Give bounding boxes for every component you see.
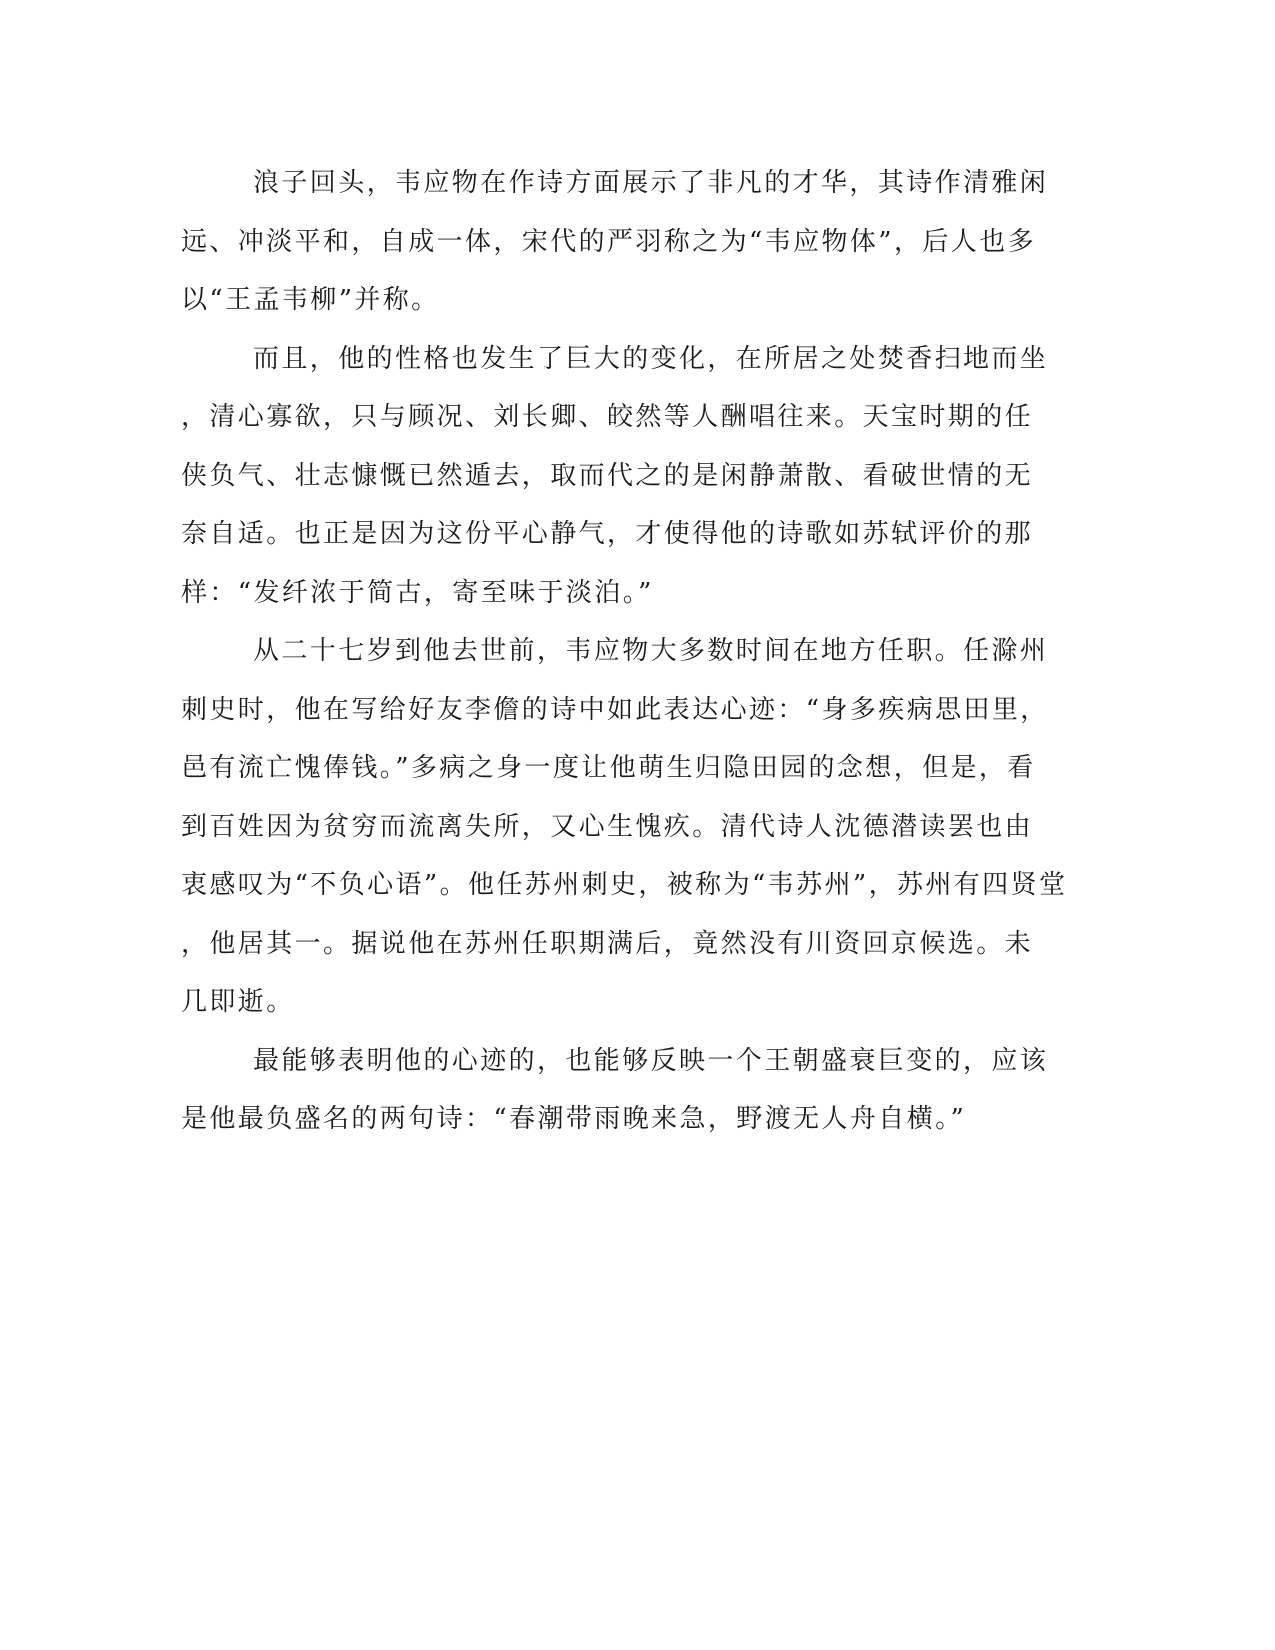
text-line: 衷感叹为“不负心语”。他任苏州刺史，被称为“韦苏州”，苏州有四贤堂 bbox=[181, 870, 1068, 900]
paragraph bbox=[181, 1032, 1049, 1149]
paragraph bbox=[181, 622, 1068, 1032]
text-line: 浪子回头，韦应物在作诗方面展示了非凡的才华，其诗作清雅闲 bbox=[253, 168, 1049, 198]
text-line: 从二十七岁到他去世前，韦应物大多数时间在地方任职。任滁州 bbox=[253, 636, 1049, 666]
text-line: 邑有流亡愧俸钱。”多病之身一度让他萌生归隐田园的念想，但是，看 bbox=[181, 753, 1036, 783]
text-line: 远、冲淡平和，自成一体，宋代的严羽称之为“韦应物体”，后人也多 bbox=[181, 226, 1036, 257]
document-body bbox=[181, 154, 1068, 1149]
text-line: 而且，他的性格也发生了巨大的变化，在所居之处焚香扫地而坐 bbox=[253, 343, 1049, 374]
text-line: 以“王孟韦柳”并称。 bbox=[181, 285, 440, 315]
text-line: 最能够表明他的心迹的，也能够反映一个王朝盛衰巨变的，应该 bbox=[253, 1045, 1049, 1076]
text-line: 样：“发纤浓于简古，寄至味于淡泊。” bbox=[181, 577, 654, 608]
text-line: ，清心寡欲，只与顾况、刘长卿、皎然等人酬唱往来。天宝时期的任 bbox=[181, 402, 1034, 432]
text-line: 侠负气、壮志慷慨已然遁去，取而代之的是闲静萧散、看破世情的无 bbox=[181, 460, 1034, 491]
paragraph bbox=[181, 330, 1049, 623]
text-line: 奈自适。也正是因为这份平心静气，才使得他的诗歌如苏轼评价的那 bbox=[181, 519, 1034, 549]
paragraph bbox=[181, 154, 1049, 330]
text-line: 几即逝。 bbox=[181, 987, 295, 1017]
text-line: 到百姓因为贫穷而流离失所，又心生愧疚。清代诗人沈德潜读罢也由 bbox=[181, 811, 1034, 842]
text-line: ，他居其一。据说他在苏州任职期满后，竟然没有川资回京候选。未 bbox=[181, 928, 1034, 959]
text-line: 刺史时，他在写给好友李儋的诗中如此表达心迹：“身多疾病思田里， bbox=[181, 694, 1049, 725]
text-line: 是他最负盛名的两句诗：“春潮带雨晚来急，野渡无人舟自横。” bbox=[181, 1104, 967, 1134]
